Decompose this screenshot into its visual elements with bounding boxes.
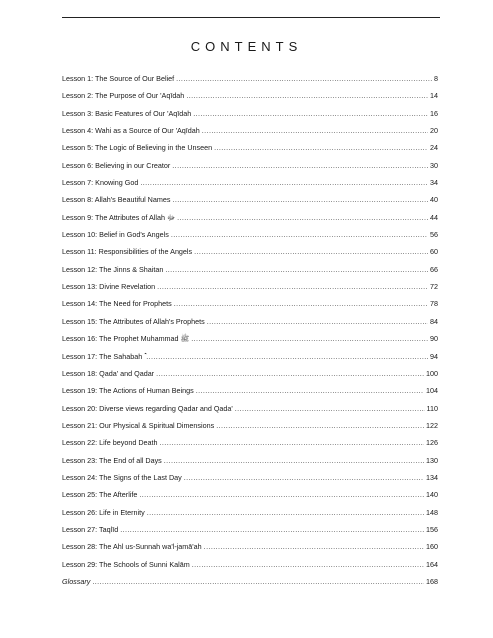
toc-entry-title: Lesson 3: Basic Features of Our 'Aqīdah	[62, 108, 192, 118]
toc-entry[interactable]	[62, 538, 438, 555]
toc-entry-title: Lesson 10: Belief in God's Angels	[62, 230, 169, 240]
toc-entry-page: 78	[430, 299, 438, 309]
toc-entry[interactable]	[62, 313, 438, 330]
toc-entry-title: Lesson 14: The Need for Prophets	[62, 299, 172, 309]
toc-leader-dots	[172, 157, 428, 174]
toc-entry-title: Glossary	[62, 576, 91, 586]
toc-entry-title: Lesson 12: The Jinns & Shaitan	[62, 264, 164, 274]
toc-leader-dots	[139, 486, 424, 503]
toc-leader-dots	[214, 139, 428, 156]
toc-entry[interactable]	[62, 261, 438, 278]
toc-entry-page: 100	[426, 368, 438, 378]
toc-leader-dots	[146, 348, 428, 365]
toc-entry-page: 130	[426, 455, 438, 465]
toc-entry-page: 56	[430, 230, 438, 240]
toc-entry-title: Lesson 2: The Purpose of Our 'Aqīdah	[62, 91, 185, 101]
toc-entry[interactable]	[62, 452, 438, 469]
toc-leader-dots	[165, 261, 428, 278]
toc-entry-page: 8	[434, 74, 438, 83]
toc-entry-page: 140	[426, 490, 438, 500]
toc-entry-page: 94	[430, 351, 438, 361]
toc-entry[interactable]	[62, 573, 438, 590]
toc-entry-title: Lesson 5: The Logic of Believing in the Unseen	[62, 143, 213, 153]
toc-leader-dots	[186, 87, 428, 104]
toc-leader-dots	[177, 209, 428, 226]
toc-entry-title: Lesson 25: The Afterlife	[62, 490, 138, 500]
toc-entry-title: Lesson 9: The Attributes of Allah ﷻ	[62, 212, 176, 222]
toc-entry-title: Lesson 8: Allah's Beautiful Names	[62, 195, 171, 205]
toc-leader-dots	[184, 469, 424, 486]
toc-entry-title: Lesson 21: Our Physical & Spiritual Dimensions	[62, 420, 215, 430]
toc-entry-title: Lesson 24: The Signs of the Last Day	[62, 472, 182, 482]
toc-entry-title: Lesson 18: Qada' and Qadar	[62, 368, 155, 378]
toc-entry[interactable]	[62, 209, 438, 226]
toc-entry[interactable]	[62, 122, 438, 139]
toc-entry-page: 148	[426, 507, 438, 517]
toc-entry-title: Lesson 16: The Prophet Muhammad ﷺ	[62, 334, 190, 344]
toc-entry-page: 84	[430, 316, 438, 326]
toc-entry[interactable]	[62, 87, 438, 104]
toc-leader-dots	[174, 295, 428, 312]
toc-entry-page: 30	[430, 160, 438, 170]
toc-entry[interactable]	[62, 70, 438, 87]
toc-entry[interactable]	[62, 469, 438, 486]
toc-entry-title: Lesson 7: Knowing God	[62, 178, 139, 188]
toc-entry-page: 40	[430, 195, 438, 205]
toc-entry[interactable]	[62, 504, 438, 521]
toc-entry-page: 156	[426, 524, 438, 534]
toc-entry[interactable]	[62, 521, 438, 538]
toc-entry-page: 72	[430, 282, 438, 292]
toc-entry-title: Lesson 13: Divine Revelation	[62, 282, 156, 292]
toc-leader-dots	[172, 191, 428, 208]
toc-entry-title: Lesson 1: The Source of Our Belief	[62, 74, 175, 83]
toc-leader-dots	[191, 330, 428, 347]
toc-leader-dots	[156, 365, 424, 382]
table-of-contents	[62, 70, 438, 590]
toc-leader-dots	[120, 521, 424, 538]
toc-entry-page: 14	[430, 91, 438, 101]
toc-entry-page: 168	[426, 576, 438, 586]
toc-leader-dots	[207, 313, 428, 330]
toc-entry-title: Lesson 20: Diverse views regarding Qadar and Qada'	[62, 403, 233, 413]
toc-leader-dots	[176, 70, 432, 87]
toc-entry-page: 90	[430, 334, 438, 344]
toc-entry[interactable]	[62, 348, 438, 365]
toc-entry-title: Lesson 27: Taqlīd	[62, 524, 119, 534]
toc-entry-title: Lesson 11: Responsibilities of the Angels	[62, 247, 193, 257]
toc-leader-dots	[92, 573, 424, 590]
toc-entry[interactable]	[62, 105, 438, 122]
toc-entry-page: 60	[430, 247, 438, 257]
toc-leader-dots	[202, 122, 428, 139]
toc-entry[interactable]	[62, 226, 438, 243]
toc-entry[interactable]	[62, 157, 438, 174]
toc-entry-page: 104	[426, 386, 438, 396]
toc-leader-dots	[157, 278, 428, 295]
toc-entry-page: 126	[426, 438, 438, 448]
toc-entry-page: 164	[426, 559, 438, 569]
toc-leader-dots	[192, 556, 424, 573]
page-title: CONTENTS	[190, 39, 303, 54]
toc-leader-dots	[235, 400, 425, 417]
toc-entry-title: Lesson 22: Life beyond Death	[62, 438, 158, 448]
toc-leader-dots	[204, 538, 424, 555]
toc-leader-dots	[194, 243, 428, 260]
toc-entry[interactable]	[62, 139, 438, 156]
toc-entry[interactable]	[62, 243, 438, 260]
toc-entry-page: 16	[430, 108, 438, 118]
toc-entry-page: 44	[430, 212, 438, 222]
toc-entry[interactable]	[62, 191, 438, 208]
toc-entry[interactable]	[62, 434, 438, 451]
toc-leader-dots	[196, 382, 424, 399]
toc-entry-page: 66	[430, 264, 438, 274]
toc-entry[interactable]	[62, 174, 438, 191]
toc-entry[interactable]	[62, 556, 438, 573]
top-rule	[62, 17, 440, 18]
toc-entry-page: 34	[430, 178, 438, 188]
toc-entry-page: 24	[430, 143, 438, 153]
toc-entry[interactable]	[62, 400, 438, 417]
toc-entry-page: 110	[426, 403, 438, 413]
toc-entry-title: Lesson 28: The Ahl us-Sunnah wa'l-jamā'ah	[62, 542, 202, 552]
toc-leader-dots	[164, 452, 424, 469]
toc-entry-title: Lesson 6: Believing in our Creator	[62, 160, 171, 170]
toc-entry-page: 160	[426, 542, 438, 552]
toc-entry[interactable]	[62, 365, 438, 382]
toc-entry-title: Lesson 15: The Attributes of Allah's Prophets	[62, 316, 205, 326]
toc-entry-title: Lesson 17: The Sahabah ؓ	[62, 351, 145, 361]
toc-entry[interactable]	[62, 295, 438, 312]
toc-entry[interactable]	[62, 417, 438, 434]
toc-entry[interactable]	[62, 278, 438, 295]
toc-entry[interactable]	[62, 330, 438, 347]
toc-entry-page: 122	[426, 420, 438, 430]
toc-leader-dots	[140, 174, 428, 191]
toc-entry-title: Lesson 19: The Actions of Human Beings	[62, 386, 194, 396]
toc-leader-dots	[147, 504, 424, 521]
toc-leader-dots	[193, 105, 428, 122]
toc-entry[interactable]	[62, 382, 438, 399]
toc-entry-title: Lesson 29: The Schools of Sunni Kalām	[62, 559, 190, 569]
toc-entry-page: 134	[426, 472, 438, 482]
toc-entry[interactable]	[62, 486, 438, 503]
toc-leader-dots	[216, 417, 424, 434]
toc-entry-title: Lesson 26: Life in Eternity	[62, 507, 145, 517]
toc-entry-title: Lesson 23: The End of all Days	[62, 455, 162, 465]
toc-entry-page: 20	[430, 126, 438, 136]
toc-entry-title: Lesson 4: Wahi as a Source of Our 'Aqīdah	[62, 126, 200, 136]
toc-leader-dots	[160, 434, 424, 451]
toc-leader-dots	[171, 226, 428, 243]
